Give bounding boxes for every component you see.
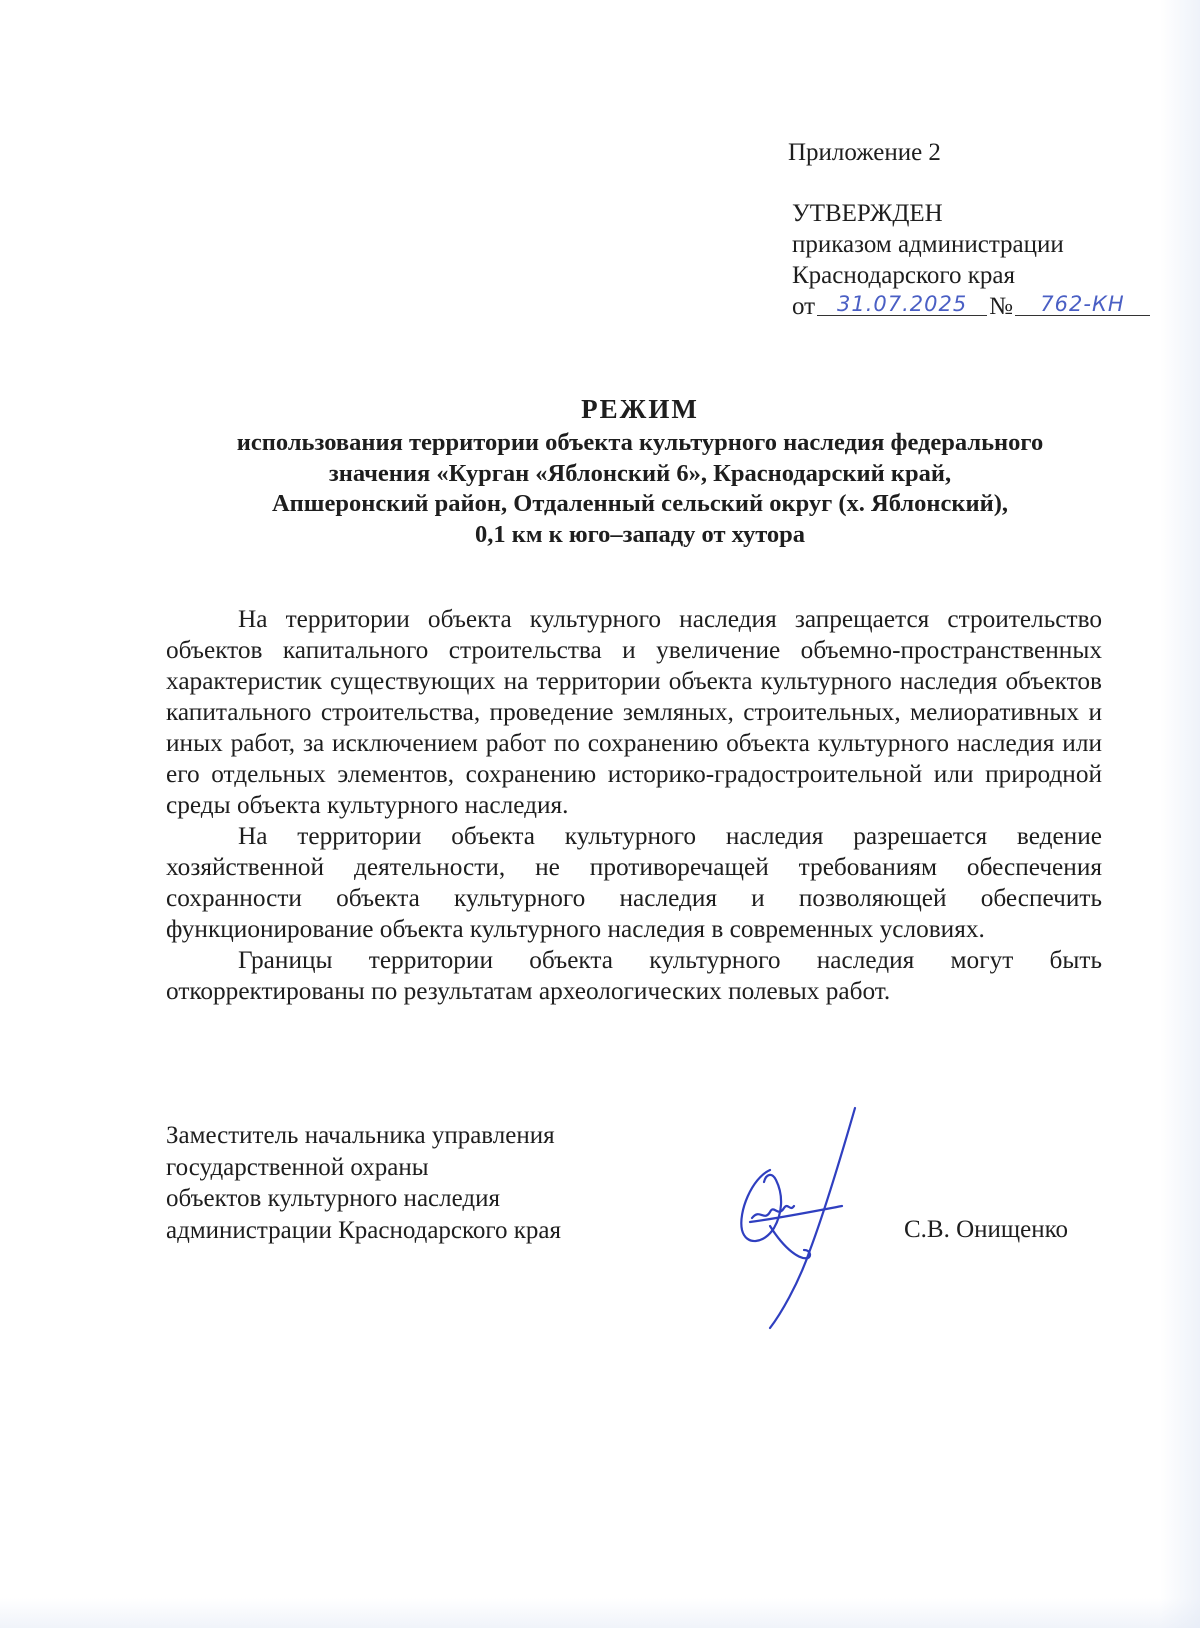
body-paragraph: На территории объекта культурного наследия разрешается ведение хозяйственной деятельности, не противоречащей требованиям обеспечения сохранности объекта культурного наследия и позволяющей обеспечить функционирование объекта культурного наследия в современных условиях. [166,822,1102,943]
body-paragraph: На территории объекта культурного наследия запрещается строительство объектов капитального строительства и увеличение объемно-пространственных характеристик существующих на территории объекта культурного наследия объектов капитального строительства, проведение земляных, строительных, мелиоративных и иных работ, за исключением работ по сохранению объекта культурного наследия или его отдельных элементов, сохранению историко-градостроительной или природной среды объекта культурного наследия. [166,605,1102,819]
approved-region: Краснодарского края [792,262,1015,289]
document-body [166,604,1102,1007]
scan-bottom-shading [0,1598,1200,1628]
number-prefix: № [989,293,1013,320]
heading-line: значения «Курган «Яблонский 6», Краснодарский край, [328,459,952,487]
order-date-number-line [792,291,1150,322]
heading-line: Апшеронский район, Отдаленный сельский округ (х. Яблонский), [271,490,1009,517]
document-heading [160,392,1120,550]
appendix-label: Приложение 2 [788,139,941,166]
approved-label: УТВЕРЖДЕН [792,200,943,227]
heading-line: использования территории объекта культурного наследия федерального [236,429,1044,456]
signatory-position-line: Заместитель начальника управления [166,1122,555,1149]
order-number-handwritten: 762-КН [1040,292,1125,316]
document-title: РЕЖИМ [581,394,699,424]
order-date-field [817,291,987,316]
order-date-handwritten: 31.07.2025 [836,292,968,316]
approved-by-order: приказом администрации [792,231,1064,258]
handwritten-signature [730,1100,900,1340]
signatory-position [166,1120,561,1246]
signatory-position-line: государственной охраны [166,1153,429,1181]
heading-line: 0,1 км к юго–западу от хутора [474,520,806,548]
scan-edge-shading [1160,0,1200,1628]
signatory-position-line: администрации Краснодарского края [166,1216,562,1244]
signatory-position-line: объектов культурного наследия [166,1185,500,1212]
body-paragraph: Границы территории объекта культурного наследия могут быть откорректированы по результатам археологических полевых работ. [166,946,1102,1005]
signatory-name: С.В. Онищенко [904,1216,1069,1243]
date-prefix: от [792,293,816,320]
order-number-field [1015,291,1150,316]
approval-stamp-block [788,137,1150,322]
